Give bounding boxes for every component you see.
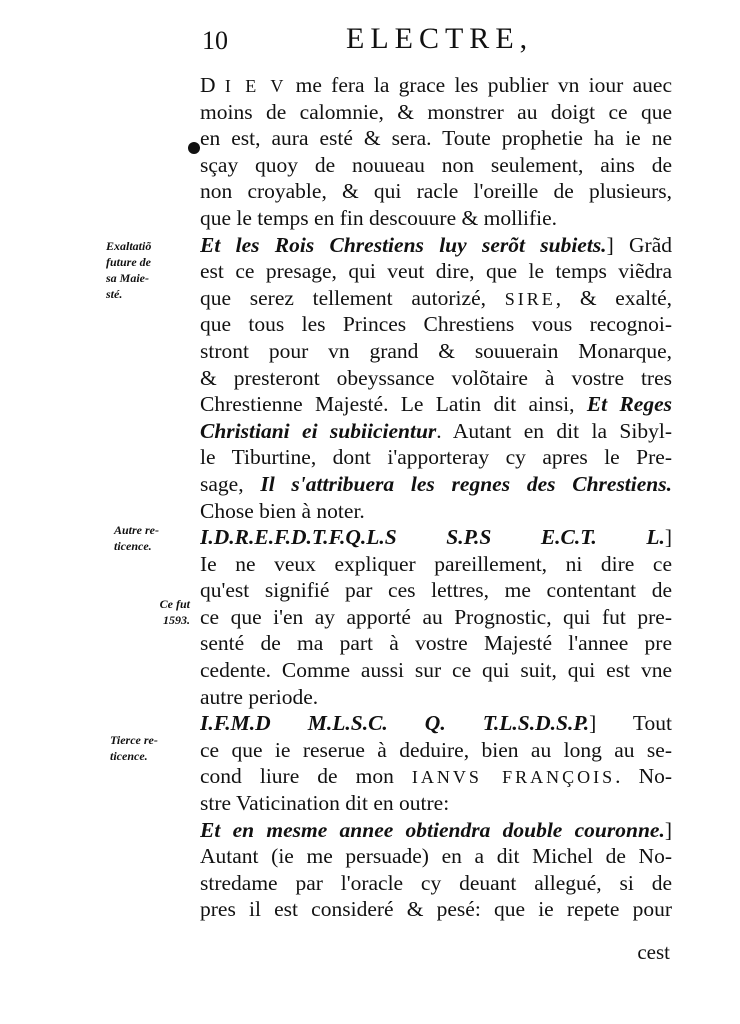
italic-quote: Et en mesme annee obtiendra double couronne. (200, 817, 665, 842)
text-line (200, 551, 672, 578)
catchword: cest (637, 940, 670, 964)
text-line (200, 178, 672, 205)
text-line (200, 391, 672, 418)
text-line (200, 896, 672, 923)
small-caps-text: SIRE (504, 288, 556, 309)
text-segment: me fera la grace les publier vn iour auec (286, 73, 672, 97)
text-line (200, 524, 672, 551)
text-line (200, 365, 672, 392)
margin-note-exaltation: Exaltatiõ future de sa Maie- sté. (106, 239, 152, 301)
text-segment: Ie ne veux expliquer pareillement, ni dire ce (200, 551, 672, 576)
text-line (200, 125, 672, 152)
italic-quote: Et Reges (586, 392, 672, 417)
italic-quote: I.D.R.E.F.D.T.F.Q.L.S S.P.S E.C.T. L. (200, 525, 665, 550)
italic-quote: Christiani ei subiicientur (200, 418, 437, 443)
text-segment: senté de ma part à vostre Majesté l'annee pre (200, 631, 672, 656)
ink-blot (188, 142, 200, 154)
text-segment: stre Vaticination dit en outre: (200, 791, 450, 816)
text-segment: ] (664, 817, 672, 842)
text-segment: D (200, 73, 225, 97)
text-line (200, 710, 672, 737)
text-segment: que tous les Princes Chrestiens vous recognoi- (200, 312, 672, 337)
text-line (200, 471, 672, 498)
text-segment: ] Grãd (606, 232, 672, 257)
text-segment: le Tiburtine, dont i'apporteray cy apres le Pre- (200, 445, 672, 470)
text-line (200, 418, 672, 445)
text-segment: sçay quoy de nouueau non seulement, ains de (200, 152, 672, 177)
text-line (200, 99, 672, 126)
text-line (200, 72, 672, 99)
text-segment: sage, (200, 471, 261, 496)
text-line (200, 737, 672, 764)
text-segment: que le temps en fin descouure & mollifie. (200, 205, 558, 230)
text-line (200, 684, 672, 711)
body-text (200, 72, 672, 923)
italic-quote: Il s'attribuera les regnes des Chrestiens. (260, 471, 672, 496)
text-line (200, 870, 672, 897)
text-line (200, 152, 672, 179)
text-segment: Chose bien à noter. (200, 498, 365, 523)
italic-quote: I.F.M.D M.L.S.C. Q. T.L.S.D.S.P. (200, 711, 590, 736)
text-segment: en est, aura esté & sera. Toute prophetie ha ie ne (200, 126, 672, 151)
text-segment: . Autant en dit la Sibyl- (436, 418, 672, 443)
margin-note-tierce-reticence: Tierce re- ticence. (110, 733, 158, 763)
text-line (200, 205, 672, 232)
text-segment: ce que i'en ay apporté au Prognostic, qui fut pre- (200, 604, 672, 629)
text-line (200, 258, 672, 285)
text-line (200, 498, 672, 525)
text-segment: qu'est signifié par ces lettres, me contentant de (200, 578, 672, 603)
text-segment: , & exalté, (555, 285, 672, 310)
text-line (200, 657, 672, 684)
text-line (200, 604, 672, 631)
text-segment: & presteront obeyssance volõtaire à vostre tres (200, 365, 672, 390)
text-segment: stront pour vn grand & souuerain Monarque, (200, 338, 672, 363)
text-segment: cond liure de mon (200, 764, 412, 789)
text-line (200, 338, 672, 365)
text-segment: . No- (615, 764, 672, 789)
italic-quote: Et les Rois Chrestiens luy serõt subiets. (200, 232, 607, 257)
text-line (200, 817, 672, 844)
text-segment: est ce presage, qui veut dire, que le temps viẽdra (200, 259, 672, 284)
text-segment: stredame par l'oracle cy deuant allegué, si de (200, 870, 672, 895)
text-segment: pres il est consideré & pesé: que ie repete pour (200, 897, 672, 922)
text-line (200, 630, 672, 657)
text-segment: non croyable, & qui racle l'oreille de plusieurs, (200, 179, 672, 204)
text-segment: ce que ie reserue à deduire, bien au long au se- (200, 737, 672, 762)
text-segment: ] (664, 525, 672, 550)
small-caps-text: I E V (224, 76, 287, 96)
text-line (200, 763, 672, 790)
margin-note-ce-fut: Ce fut 1593. (159, 597, 190, 627)
text-segment: autre periode. (200, 684, 319, 709)
margin-note-autre-reticence: Autre re- ticence. (114, 523, 159, 553)
text-line (200, 790, 672, 817)
running-title: ELECTRE, (346, 22, 534, 55)
text-segment: ] Tout (589, 711, 672, 736)
text-line (200, 285, 672, 312)
page-number: 10 (202, 26, 228, 55)
text-line (200, 311, 672, 338)
text-line (200, 444, 672, 471)
text-segment: Autant (ie me persuade) en a dit Michel de No- (200, 844, 672, 869)
text-line (200, 232, 672, 259)
page-header (196, 20, 676, 60)
text-segment: moins de calomnie, & monstrer au doigt ce que (200, 99, 672, 124)
text-segment: cedente. Comme aussi sur ce qui suit, qui est vne (200, 658, 672, 683)
text-segment: que serez tellement autorizé, (200, 285, 505, 310)
text-segment: Chrestienne Majesté. Le Latin dit ainsi, (200, 392, 587, 417)
text-line (200, 843, 672, 870)
small-caps-text: IANVS FRANÇOIS (411, 767, 616, 788)
text-line (200, 577, 672, 604)
